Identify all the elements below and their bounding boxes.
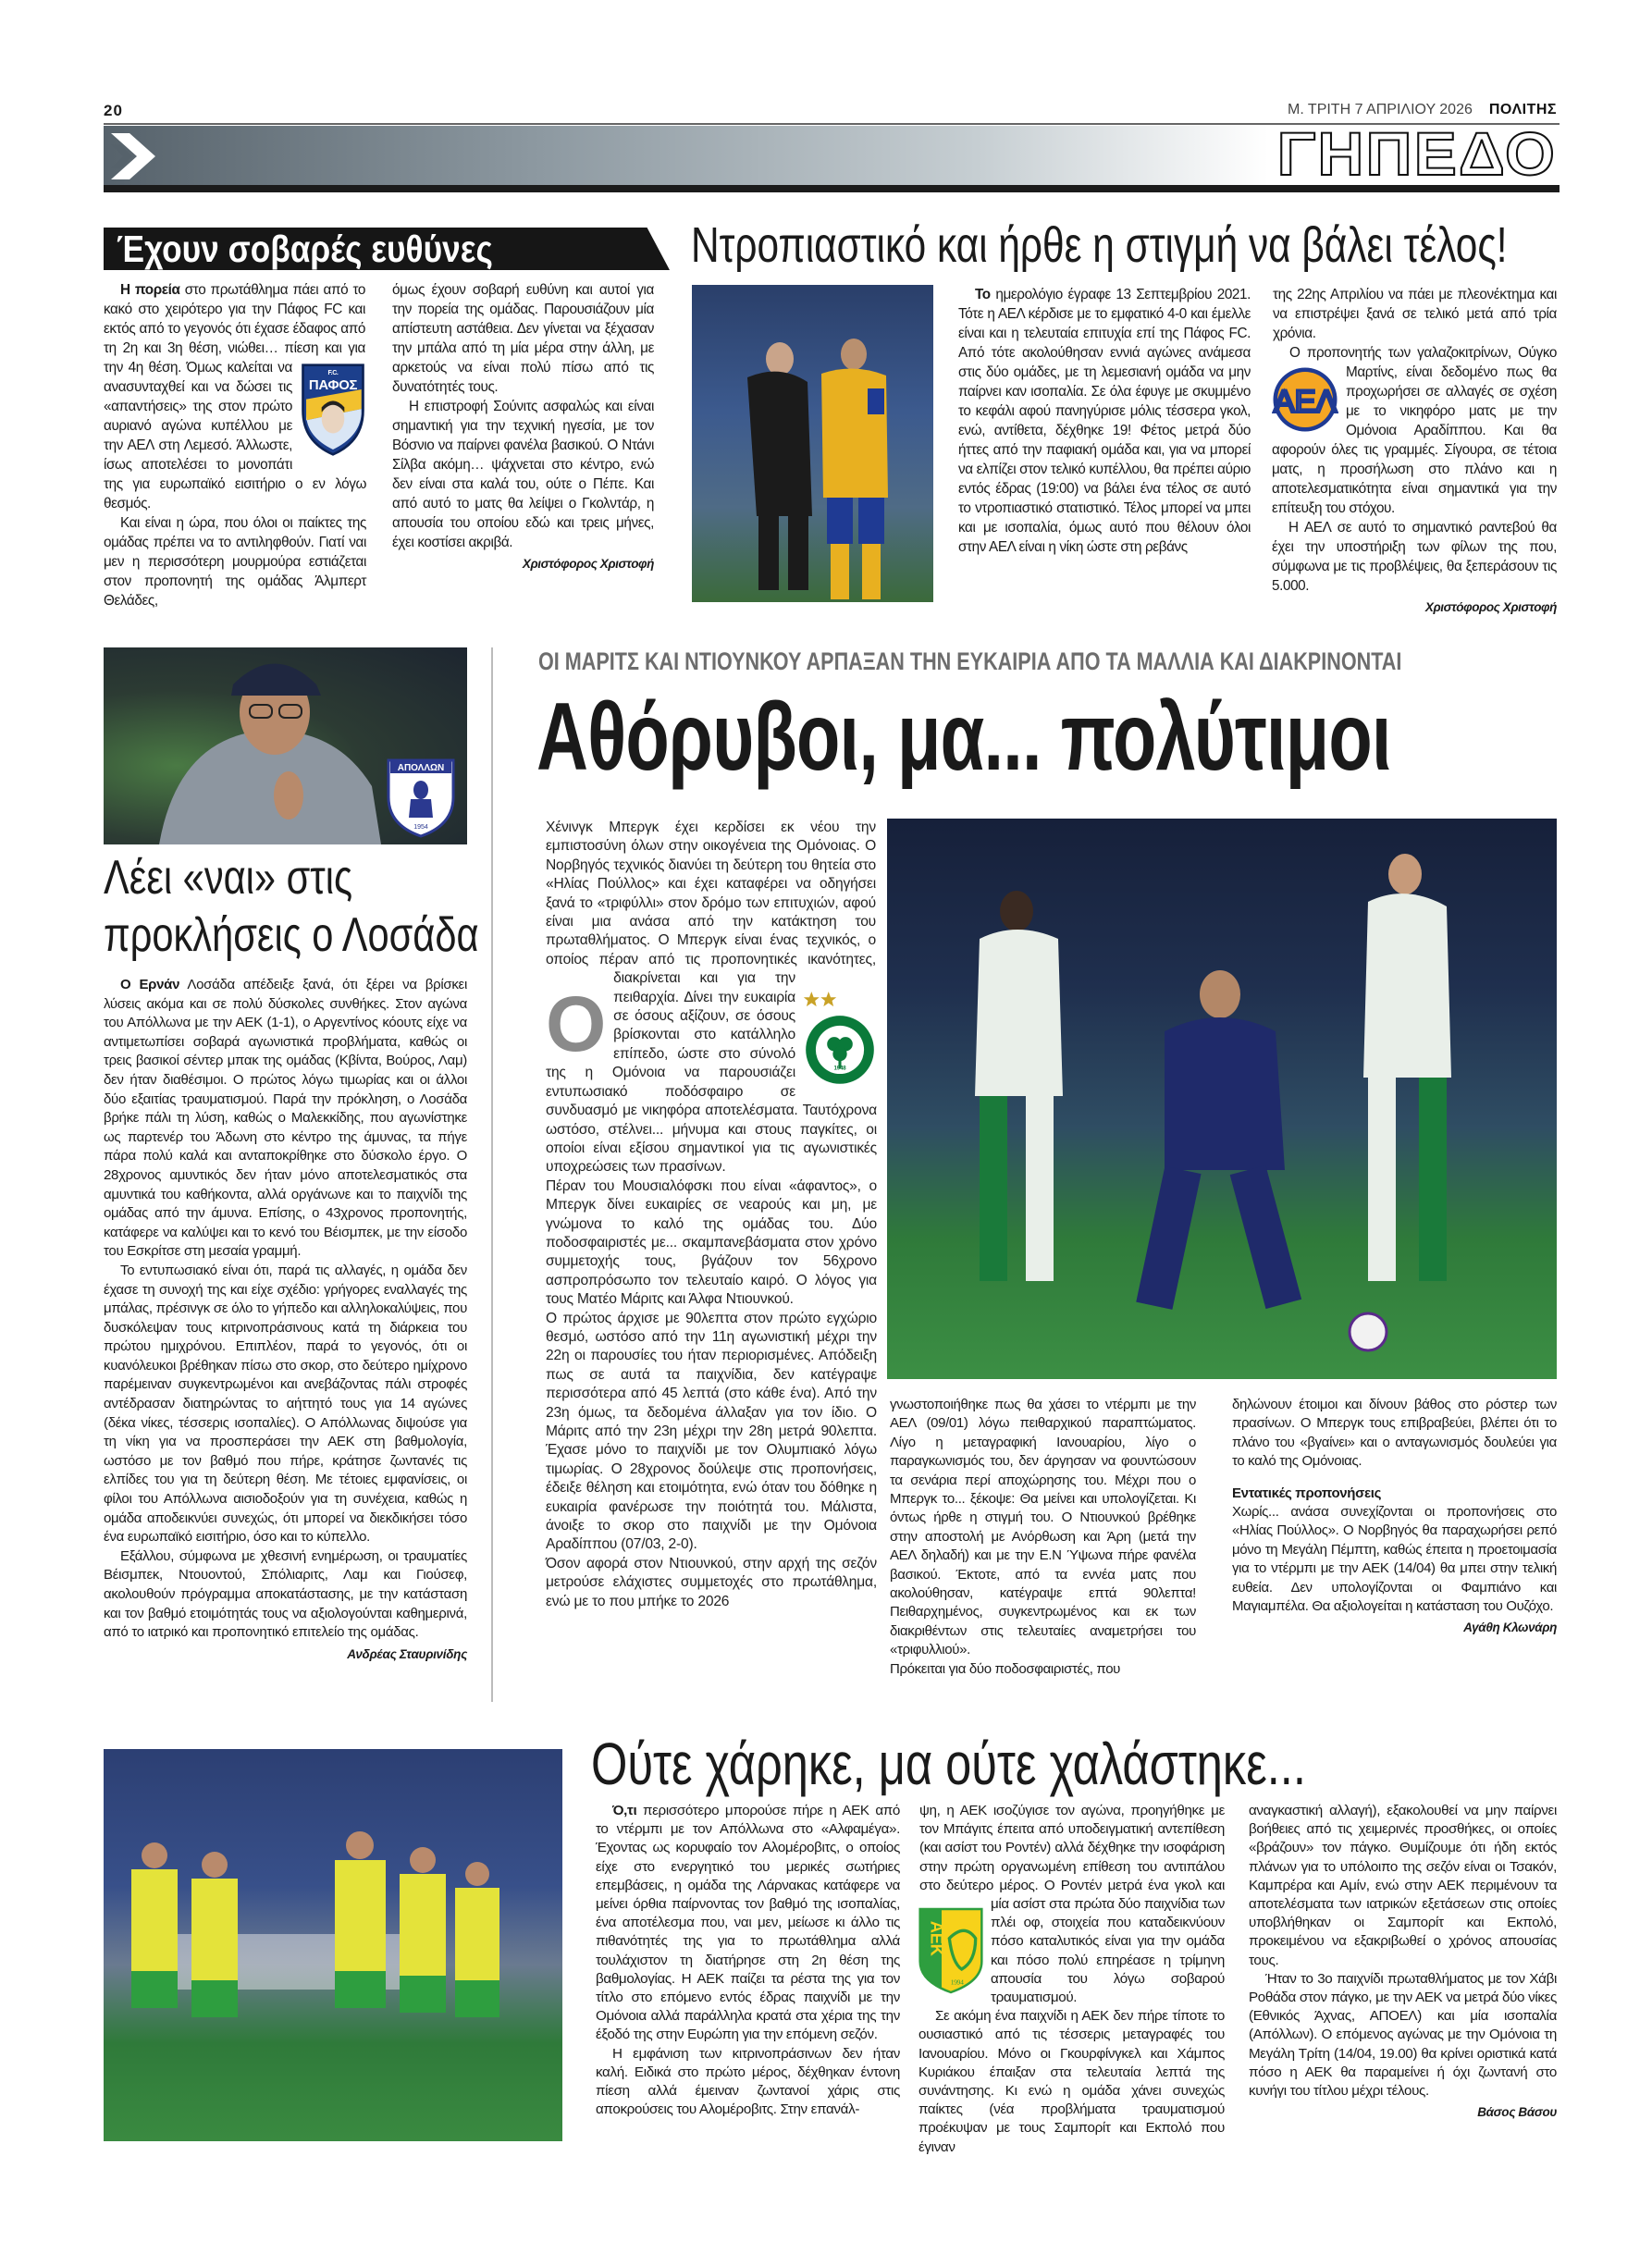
paragraph bbox=[104, 976, 467, 1262]
match-photo bbox=[887, 819, 1557, 1379]
page-number: 20 bbox=[104, 102, 123, 119]
coach-photo bbox=[104, 647, 467, 844]
pafos-fc-logo bbox=[300, 362, 366, 458]
article-column bbox=[918, 1802, 1225, 2157]
paragraph bbox=[596, 1802, 900, 2045]
headline-line: Λέει «ναι» στις bbox=[104, 851, 352, 905]
paragraph-text: Εξάλλου, σύμφωνα με χθεσινή ενημέρωση, οι τραυματίες Βέισμπεκ, Ντουοντού, Σπόλιαριτς, Λαμ και Γιούσεφ, ακολουθούν πρόγραμμα αποκατάστασης, με την κατάσταση και τον βαθμό ετοιμότητάς τους να αξιολογούνται καθημερινά, από το ιατρικό και προπονητικό επιτελείο της ομάδας. bbox=[104, 1547, 467, 1641]
paragraph-text: Πέραν του Μουσιαλόφσκι που είναι «άφαντος», ο Μπεργκ δίνει ευκαιρίες σε νεαρούς και μη, με γνώμονα το καλό της ομάδας του. Δύο ποδοσφαιριστές με... σκαμπανεβάσματα στον χρόνο συμμετοχής τους, βγάζουν τον 56χρονο ασπροπρόσωπο τον τελευταίο καιρό. Ο λόγος για τους Ματέο Μάριτς και Άλφα Ντιουνκού. bbox=[546, 1177, 877, 1308]
star-icon bbox=[820, 992, 836, 1006]
players-celebrating-image bbox=[692, 285, 933, 602]
paragraph-text: ψη, η ΑΕΚ ισοζύγισε τον αγώνα, προηγήθηκε με τον Μπάγιτς έπειτα από υποδειγματική αντεπίθεση (και ασίστ του Ροντέν) αλλά δέχθηκε την ισοφάριση στην πρώτη οργανωμένη επίθεση του αντιπάλου στο δεύτερο μέρος. Ο Ροντέν μετρά ένα γκολ και μία ασίστ στα πρώτα δύο παιχνίδια των πλέι οφ, στοιχεία που καταδεικνύουν πόσο καταλυτικός είναι για την ομάδα και πόσο πολύ επηρέασε η τρίμηνη απουσία του λόγω σοβαρού τραυματισμού. bbox=[919, 1803, 1225, 2006]
section-title: ΓΗΠΕΔΟ bbox=[1276, 119, 1557, 188]
byline: Χριστόφορος Χριστοφή bbox=[522, 557, 654, 571]
paragraph-text: αναγκαστική αλλαγή), εξακολουθεί να μην παίρνει βοήθειες από τις χειμερινές προσθήκες, οι οποίες «βράζουν» τον πάγκο. Θυμίζουμε ότι ήδη εκτός πλάνων για το υπόλοιπο της σεζόν είναι οι Τσακόν, Καμπρέρα και Αμίν, ενώ στην ΑΕΚ περιμένουν τα αποτελέσματα των ιατρικών εξετάσεων στις οποίες υποβλήθηκαν οι Σαμπορίτ και Εκπολό, προκειμένου να εξακριβωθεί ο χρόνος απουσίας τους. bbox=[1249, 1803, 1557, 1968]
float-spacer bbox=[876, 819, 877, 985]
paragraph-text: στο πρωτάθλημα πάει από το κακό στο χειρότερο για την Πάφος FC και εκτός από το γεγονός ότι έχασε έδαφος από τη 2η και 3η θέση, νιώθει… πίεση και για την 4η θέση. Όμως καλείται να ανασυνταχθεί και να δώσει τις «απαντήσεις» της στον πρώτο αυριανό αγώνα κυπέλλου με την ΑΕΛ στη Λεμεσό. Άλλωστε, ίσως αποτελέσει το μονοπάτι της για ευρωπαϊκό εισιτήριο ο εν λόγω θεσμός. bbox=[104, 282, 366, 511]
paragraph bbox=[596, 2045, 900, 2120]
byline: Χριστόφορος Χριστοφή bbox=[1424, 600, 1557, 614]
paragraph-text: Όσον αφορά στον Ντιουνκού, στην αρχή της σεζόν μετρούσε ελάχιστες συμμετοχές στο πρωτάθλημα, ενώ με το που μπήκε το 2026 bbox=[546, 1555, 877, 1609]
main-headline: Αθόρυβοι, μα... πολύτιμοι bbox=[536, 684, 1391, 791]
logo-text: F.C. bbox=[327, 370, 339, 377]
article-headline: Ούτε χάρηκε, μα ούτε χαλάστηκε... bbox=[591, 1731, 1306, 1797]
float-spacer bbox=[365, 280, 366, 358]
paragraph bbox=[918, 2007, 1225, 2157]
apollon-logo bbox=[379, 751, 462, 840]
logo-text: 1994 bbox=[950, 1978, 964, 1987]
headline-line: προκλήσεις ο Λοσάδα bbox=[104, 908, 479, 962]
subheading: Εντατικές προπονήσεις bbox=[1232, 1485, 1382, 1501]
paragraph bbox=[104, 1547, 467, 1643]
paragraph bbox=[1249, 1970, 1557, 2101]
chevron-right-icon bbox=[109, 131, 165, 181]
logo-text: 1954 bbox=[413, 824, 428, 831]
paragraph-text: Ο προπονητής των γαλαζοκιτρίνων, Ούγκο Μαρτίνς, είναι δεδομένο πως θα προχωρήσει σε αλλαγές σε σχέση με το νικηφόρο ματς με την Ομόνοια Αραδίππου. Και θα αφορούν όλες τις γραμμές. Σίγουρα, σε τέτοια ματς, η προσήλωση στο πλάνο και η αποτελεσματικότητα είναι σημαντικά για την επίτευξη του στόχου. bbox=[1272, 345, 1557, 516]
lead-in: Το bbox=[975, 287, 991, 302]
paragraph-text: Λοσάδα απέδειξε ξανά, ότι ξέρει να βρίσκει λύσεις ακόμα και σε πολύ δύσκολες συνθήκες. Στον αγώνα του Απόλλωνα με την ΑΕΚ (1-1), ο Αργεντίνος κόουτς είχε να αντιμετωπίσει σοβαρά αγωνιστικά προβλήματα, καθώς οι τρεις βασικοί σέντερ μπακ της ομάδας (Κβίντα, Βούρος, Λαμ) δεν ήταν διαθέσιμοι. Ο πρώτος λόγω τιμωρίας και οι άλλοι δύο εξαιτίας τραυματισμού. Παρά την πρόκληση, ο Λοσάδα βρήκε πάλι τη λύση, καθώς ο Μαλεκκίδης, που αγωνίστηκε ως παρτενέρ του Άδωνη στο κέντρο της άμυνας, τα πήγε πάρα πολύ καλά και ανταποκρίθηκε στο δύσκολο έργο. Ο 28χρονος αμυντικός δεν ήταν μόνο αποτελεσματικός στα αμυντικά του καθήκοντα, αλλά οργάνωνε και το παιχνίδι της ομάδας από την άμυνα. Επίσης, ο 43χρονος προπονητής, κατάφερε να καλύψει και το κενό του Βέισμπεκ, με την είσοδο του Εσκρίτσε στη μεσαία γραμμή. bbox=[104, 977, 467, 1260]
paragraph-text: όμως έχουν σοβαρή ευθύνη και αυτοί για την πορεία της ομάδας. Παρουσιάζουν μία απίστευτη αστάθεια. Δεν γίνεται να ξέχασαν την μπάλα από τη μία μέρα στην άλλη, με αρκετούς να είναι πολύ πίσω από τις δυνατότητές τους. bbox=[392, 282, 654, 395]
paragraph bbox=[1272, 285, 1557, 343]
paragraph-text: Σε ακόμη ένα παιχνίδι η ΑΕΚ δεν πήρε τίποτε το ουσιαστικό από τις τέσσερις μεταγραφές του Ιανουαρίου. Μόνο οι Γκουρφίνγκελ και Χάμπος Κυριάκου έπαιξαν στα τελευταία λεπτά της συνάντησης. Κι ενώ η ομάδα χάνει συνεχώς παίκτες (νέα προβλήματα τραυματισμού προέκυψαν με τους Σαμπορίτ και Εκπολό που έγιναν bbox=[918, 2008, 1225, 2155]
paragraph bbox=[392, 280, 654, 397]
paragraph-text: περισσότερο μπορούσε πήρε η ΑΕΚ από το ντέρμπι με τον Απόλλωνα στο «Αλφαμέγα». Έχοντας ως κορυφαίο τον Αλομέροβιτς, ο οποίος είχε στο ενεργητικό του μερικές σωτήριες επεμβάσεις, η ομάδα της Λάρνακας κατάφερε να μείνει όρθια παίρνοντας τον βαθμό της ισοπαλίας, ένα αποτέλεσμα που, ναι μεν, μείωσε κι άλλο τις πιθανότητές της για το πρωτάθλημα αλλά τουλάχιστον τη διατήρησε στη 2η θέση της βαθμολογίας. Η ΑΕΚ παίζει τα ρέστα της για τον τίτλο στο επόμενο εντός έδρας παιχνίδι με την Ομόνοια αλλά παράλληλα κρατά στα χέρια της την έξοδό της στην Ευρώπη για την επόμενη σεζόν. bbox=[596, 1803, 900, 2043]
logo-text: ΑΕΚ bbox=[927, 1920, 947, 1956]
lead-in: Η πορεία bbox=[120, 282, 180, 298]
divider bbox=[491, 647, 493, 1702]
paragraph bbox=[1272, 518, 1557, 596]
article-headline: Ντροπιαστικό και ήρθε η στιγμή να βάλει τέλος! bbox=[691, 217, 1508, 273]
paragraph bbox=[958, 285, 1251, 557]
byline: Βάσος Βάσου bbox=[1477, 2105, 1557, 2120]
issue-date: Μ. ΤΡΙΤΗ 7 ΑΠΡΙΛΙΟΥ 2026 bbox=[1287, 102, 1473, 117]
article-photo bbox=[692, 285, 933, 602]
paragraph bbox=[1232, 1396, 1557, 1472]
logo-text: 1948 bbox=[833, 1065, 846, 1072]
kicker: ΟΙ ΜΑΡΙΤΣ ΚΑΙ ΝΤΙΟΥΝΚΟΥ ΑΡΠΑΞΑΝ ΤΗΝ ΕΥΚΑΙΡΙΑ ΑΠΟ ΤΑ ΜΑΛΛΙΑ ΚΑΙ ΔΙΑΚΡΙΝΟΝΤΑΙ bbox=[538, 647, 1402, 675]
logo-text: ΠΑΦΟΣ bbox=[308, 377, 358, 394]
paragraph bbox=[546, 1310, 877, 1555]
paragraph bbox=[1232, 1503, 1557, 1616]
article-column bbox=[1249, 1802, 1557, 2121]
aek-players-image bbox=[104, 1749, 562, 2141]
drop-cap: Ο bbox=[546, 980, 607, 1067]
star-icon bbox=[804, 992, 820, 1006]
paragraph-text: Η εμφάνιση των κιτρινοπράσινων δεν ήταν καλή. Ειδικά στο πρώτο μέρος, δέχθηκαν έντονη πίεση αλλά έμειναν ζωντανοί χάρις στις αποκρούσεις του Αλομέροβιτς. Στην επανάλ- bbox=[596, 2045, 900, 2118]
paragraph-text: Χένινγκ Μπεργκ έχει κερδίσει εκ νέου την εμπιστοσύνη όλων στην οικογένεια της Ομόνοιας. Ο Νορβηγός τεχνικός διανύει τη δεύτερη του θητεία στο «Ηλίας Πούλλος» και έχει καταφέρει να οδηγήσει ξανά το «τριφύλλι» στον δρόμο των επιτυχιών, αφού είναι μια ανάσα από την κατάκτηση του πρωταθλήματος. Ο Μπεργκ είναι ένας τεχνικός, ο οποίος πέραν από τις προπονητικές ικανότητες, διακρίνεται και για την πειθαρχία. Δίνει την ευκαιρία σε όσους αξίζουν, σε όσους βρίσκονται στο κατάλληλο επίπεδο, ώστε στο σύνολό της η Ομόνοια να παρουσιάζει εντυπωσιακό ποδόσφαιρο σε συνδυασμό με νικηφόρα αποτελέσματα. Ταυτόχρονα ωστόσο, στέλνει... μήνυμα και στους παγκίτες, οι οποίοι είναι εξίσου σημαντικοί για τις αγωνιστικές υποχρεώσεις των πρασίνων. bbox=[546, 819, 877, 1176]
article-column bbox=[1272, 285, 1557, 616]
article-column bbox=[1232, 1396, 1557, 1636]
dateline bbox=[1288, 102, 1557, 118]
byline: Αγάθη Κλωνάρη bbox=[1463, 1620, 1557, 1635]
article-column bbox=[596, 1802, 900, 2119]
aek-larnaca-logo bbox=[918, 1907, 983, 1994]
paragraph bbox=[104, 1262, 467, 1547]
paragraph-text: Η ΑΕΛ σε αυτό το σημαντικό ραντεβού θα έχει την υποστήριξη των φίλων της που, σύμφωνα με τις προβλέψεις, θα ξεπεράσουν τις 5.000. bbox=[1272, 520, 1557, 594]
paragraph bbox=[104, 513, 366, 610]
newspaper-name: ΠΟΛΙΤΗΣ bbox=[1488, 102, 1557, 117]
article-column bbox=[392, 280, 654, 573]
logo-text: ΑΕΛ bbox=[1273, 384, 1338, 420]
paragraph-text: ημερολόγιο έγραφε 13 Σεπτεμβρίου 2021. Τότε η ΑΕΛ κέρδισε με το εμφατικό 4-0 και έμελλε είναι και η τελευταία επιτυχία επί της Πάφος FC. Από τότε ακολούθησαν εννιά αγώνες ανάμεσα στις δύο ομάδες, με τη λεμεσιανή ομάδα να μην παίρνει καν ισοπαλία. Σε όλα έφυγε με σκυμμένο το κεφάλι αφού πανηγύρισε μόλις τέσσερα γκολ, ενώ, αντίθετα, δέχθηκε 19! Φέτος μετρά δύο ήττες από την παφιακή ομάδα και, για να μπορεί να ελπίζει στον τελικό κυπέλλου, θα πρέπει αύριο εντός έδρας (19:00) να βάλει ένα τέλος σε αυτό το ντροπιαστικό στατιστικό. Τέλος μπορεί να μπει και με ισοπαλία, όμως αυτό που θέλουν όλοι στην ΑΕΛ είναι η νίκη ώστε στη ρεβάνς bbox=[958, 287, 1251, 555]
article-headline: Έχουν σοβαρές ευθύνες bbox=[117, 228, 493, 270]
omonoia-logo bbox=[803, 989, 877, 1092]
paragraph bbox=[546, 1177, 877, 1310]
paragraph bbox=[1249, 1802, 1557, 1970]
article-headline bbox=[104, 849, 479, 964]
article-column bbox=[104, 976, 467, 1663]
paragraph-text: Η επιστροφή Σούνιτς ασφαλώς και είναι σημαντική για την τεχνική ηγεσία, με τον Βόσνιο να παίρνει φανέλα βασικού. Ο Ντάνι Σίλβα ακόμη… ψάχνεται στο κέντρο, ενώ δεν είναι στα καλά του, ούτε ο Πέπε. Και από αυτό το ματς θα λείψει ο Γκολντάρ, η απουσία του οποίου εδώ και τρεις μήνες, έχει κοστίσει ακριβά. bbox=[392, 399, 654, 550]
paragraph-text: της 22ης Απριλίου να πάει με πλεονέκτημα και να επιστρέψει ξανά σε τελικό μετά από τρία χρόνια. bbox=[1273, 287, 1557, 341]
paragraph bbox=[392, 397, 654, 552]
paragraph-text: Το εντυπωσιακό είναι ότι, παρά τις αλλαγές, η ομάδα δεν έχασε τη συνοχή της και είχε σχέδιο: γρήγορες εναλλαγές της μπάλας, πρέσινγκ σε όλο το γήπεδο και αλληλοκαλύψεις, που δυσκόλεψαν τους κιτρινοπράσινους κατά τη διάρκεια του πρώτου ημιχρόνου. Επιπλέον, παρά το γεγονός, ότι οι κυανόλευκοι βρέθηκαν πίσω στο σκορ, στο δεύτερο ημίχρονο παρέμειναν συγκεντρωμένοι και ανεβάζοντας πάλι στροφές αντέδρασαν διατηρώντας το αήττητό τους για 14 αγώνες (δέκα νίκες, τέσσερις ισοπαλίες). Ο Απόλλωνας διψούσε για τη νίκη για να προσπεράσει την ΑΕΚ στη βαθμολογία, ωστόσο με τον βαθμό που πήρε, κράτησε ζωντανές τις ελπίδες του για τη δεύτερη θέση. Με τέτοιες εμφανίσεις, οι φίλοι του Απόλλωνα αισιοδοξούν για τη συνέχεια, καθώς η ομάδα αποδεικνύει συνεχώς, ότι μπορεί να διεκδικήσει τόσο ένα ευρωπαϊκό εισιτήριο, όσο και το κύπελλο. bbox=[104, 1262, 467, 1546]
article-column bbox=[890, 1396, 1196, 1679]
article-column bbox=[958, 285, 1251, 557]
lead-in: Ό,τι bbox=[612, 1803, 637, 1818]
ael-logo bbox=[1272, 366, 1338, 433]
logo-text: ΑΠΟΛΛΩΝ bbox=[397, 763, 445, 773]
paragraph-text: δηλώνουν έτοιμοι και δίνουν βάθος στο ρόστερ των πρασίνων. Ο Μπεργκ τους επιβραβεύει, βλέπει ότι το πλάνο του «βγαίνει» και ο ανταγωνισμός δουλεύει για το καλό της Ομόνοιας. bbox=[1232, 1397, 1557, 1470]
paragraph bbox=[890, 1396, 1196, 1660]
paragraph-text: Πρόκειται για δύο ποδοσφαιριστές, που bbox=[890, 1660, 1121, 1677]
match-action-image bbox=[887, 819, 1557, 1379]
byline: Ανδρέας Σταυρινίδης bbox=[347, 1646, 467, 1661]
paragraph-text: Ο πρώτος άρχισε με 90λεπτα στον πρώτο εγχώριο θεσμό, ωστόσο από την 11η αγωνιστική μέχρι την 22η οι παρουσίες του ήταν περιορισμένες. Απόδειξη πως σε αυτά τα παιχνίδια, δεν κατέγραψε περισσότερα από 45 λεπτά (στο κάθε ένα). Από την 23η όμως, τα δεδομένα άλλαξαν για τον ίδιο. Ο Μάριτς από την 23η μέχρι την 28η μετρά 90λεπτα. Έχασε μόνο το παιχνίδι με τον Ολυμπιακό λόγω τιμωρίας. Ο 28χρονος δούλεψε στις προπονήσεις, έδειξε θέληση και ετοιμότητα, ενώ όταν του δόθηκε η ευκαιρία φανέρωσε την ποιότητά του. Μάλιστα, άνοιξε το σκορ στο παιχνίδι με την Ομόνοια Αραδίππου (07/03, 2-0). bbox=[546, 1310, 877, 1553]
lead-in: Ο Ερνάν bbox=[120, 977, 180, 992]
article-column bbox=[104, 280, 366, 610]
paragraph bbox=[890, 1660, 1196, 1679]
team-photo bbox=[104, 1749, 562, 2141]
paragraph bbox=[546, 1555, 877, 1611]
paragraph-text: γνωστοποιήθηκε πως θα χάσει το ντέρμπι με την ΑΕΛ (09/01) λόγω πειθαρχικού παραπτώματος. Λίγο η μεταγραφική Ιανουαρίου, λίγο ο παραγκωνισμός του, δεν άργησαν να φουντώσουν τα σενάρια περί αποχώρησης του. Μέχρι που ο Μπεργκ το... ξέκοψε: Θα μείνει και υπολογίζεται. Κι όντως ήρθε η στιγμή του. Ο Ντιουνκού βρέθηκε στην αποστολή με Ανόρθωση και Άρη (μετά την ΑΕΛ δηλαδή) και με την Ε.Ν Ύψωνα πήρε φανέλα βασικού. Έκτοτε, από τα εννέα ματς που ακολούθησαν, κατέγραψε επτά 90λεπτα! Πειθαρχημένος, συγκεντρωμένος και εκ των διακριθέντων στις τελευταίες αναμετρήσει του «τριφυλλιού». bbox=[890, 1397, 1196, 1658]
article-column bbox=[546, 819, 877, 1611]
paragraph-text: Χωρίς... ανάσα συνεχίζονται οι προπονήσεις στο «Ηλίας Πούλλος». Ο Νορβηγός θα παραχωρήσει ρεπό μόνο τη Μεγάλη Πέμπτη, καθώς έπειτα η προετοιμασία για το ντέρμπι με την ΑΕΚ (14/04) θα μπει στην τελική ευθεία. Δεν υπολογίζονται οι Φαμπιάνο και Μαγιαμπέλα. Θα αξιολογείται η κατάσταση του Ουζόχο. bbox=[1232, 1504, 1557, 1615]
paragraph-text: Ήταν το 3ο παιχνίδι πρωταθλήματος με τον Χάβι Ροθάδα στον πάγκο, με την ΑΕΚ να μετρά δύο νίκες (Εθνικός Άχνας, ΑΠΟΕΛ) και μία ισοπαλία (Απόλλων). Ο επόμενος αγώνας με την Ομόνοια τη Μεγάλη Τρίτη (14/04, 19.00) θα κρίνει οριστικά κατά πόσο η ΑΕΚ θα παραμείνει ή όχι ζωντανή στο κυνήγι του τίτλου μέχρι τέλους. bbox=[1249, 1970, 1557, 2100]
paragraph-text: Και είναι η ώρα, που όλοι οι παίκτες της ομάδας πρέπει να το αντιληφθούν. Γιατί ναι μεν η περισσότερη μουρμούρα εστιάζεται στον προπονητή της ομάδας Άλμπερτ Θελάδες, bbox=[104, 515, 366, 609]
